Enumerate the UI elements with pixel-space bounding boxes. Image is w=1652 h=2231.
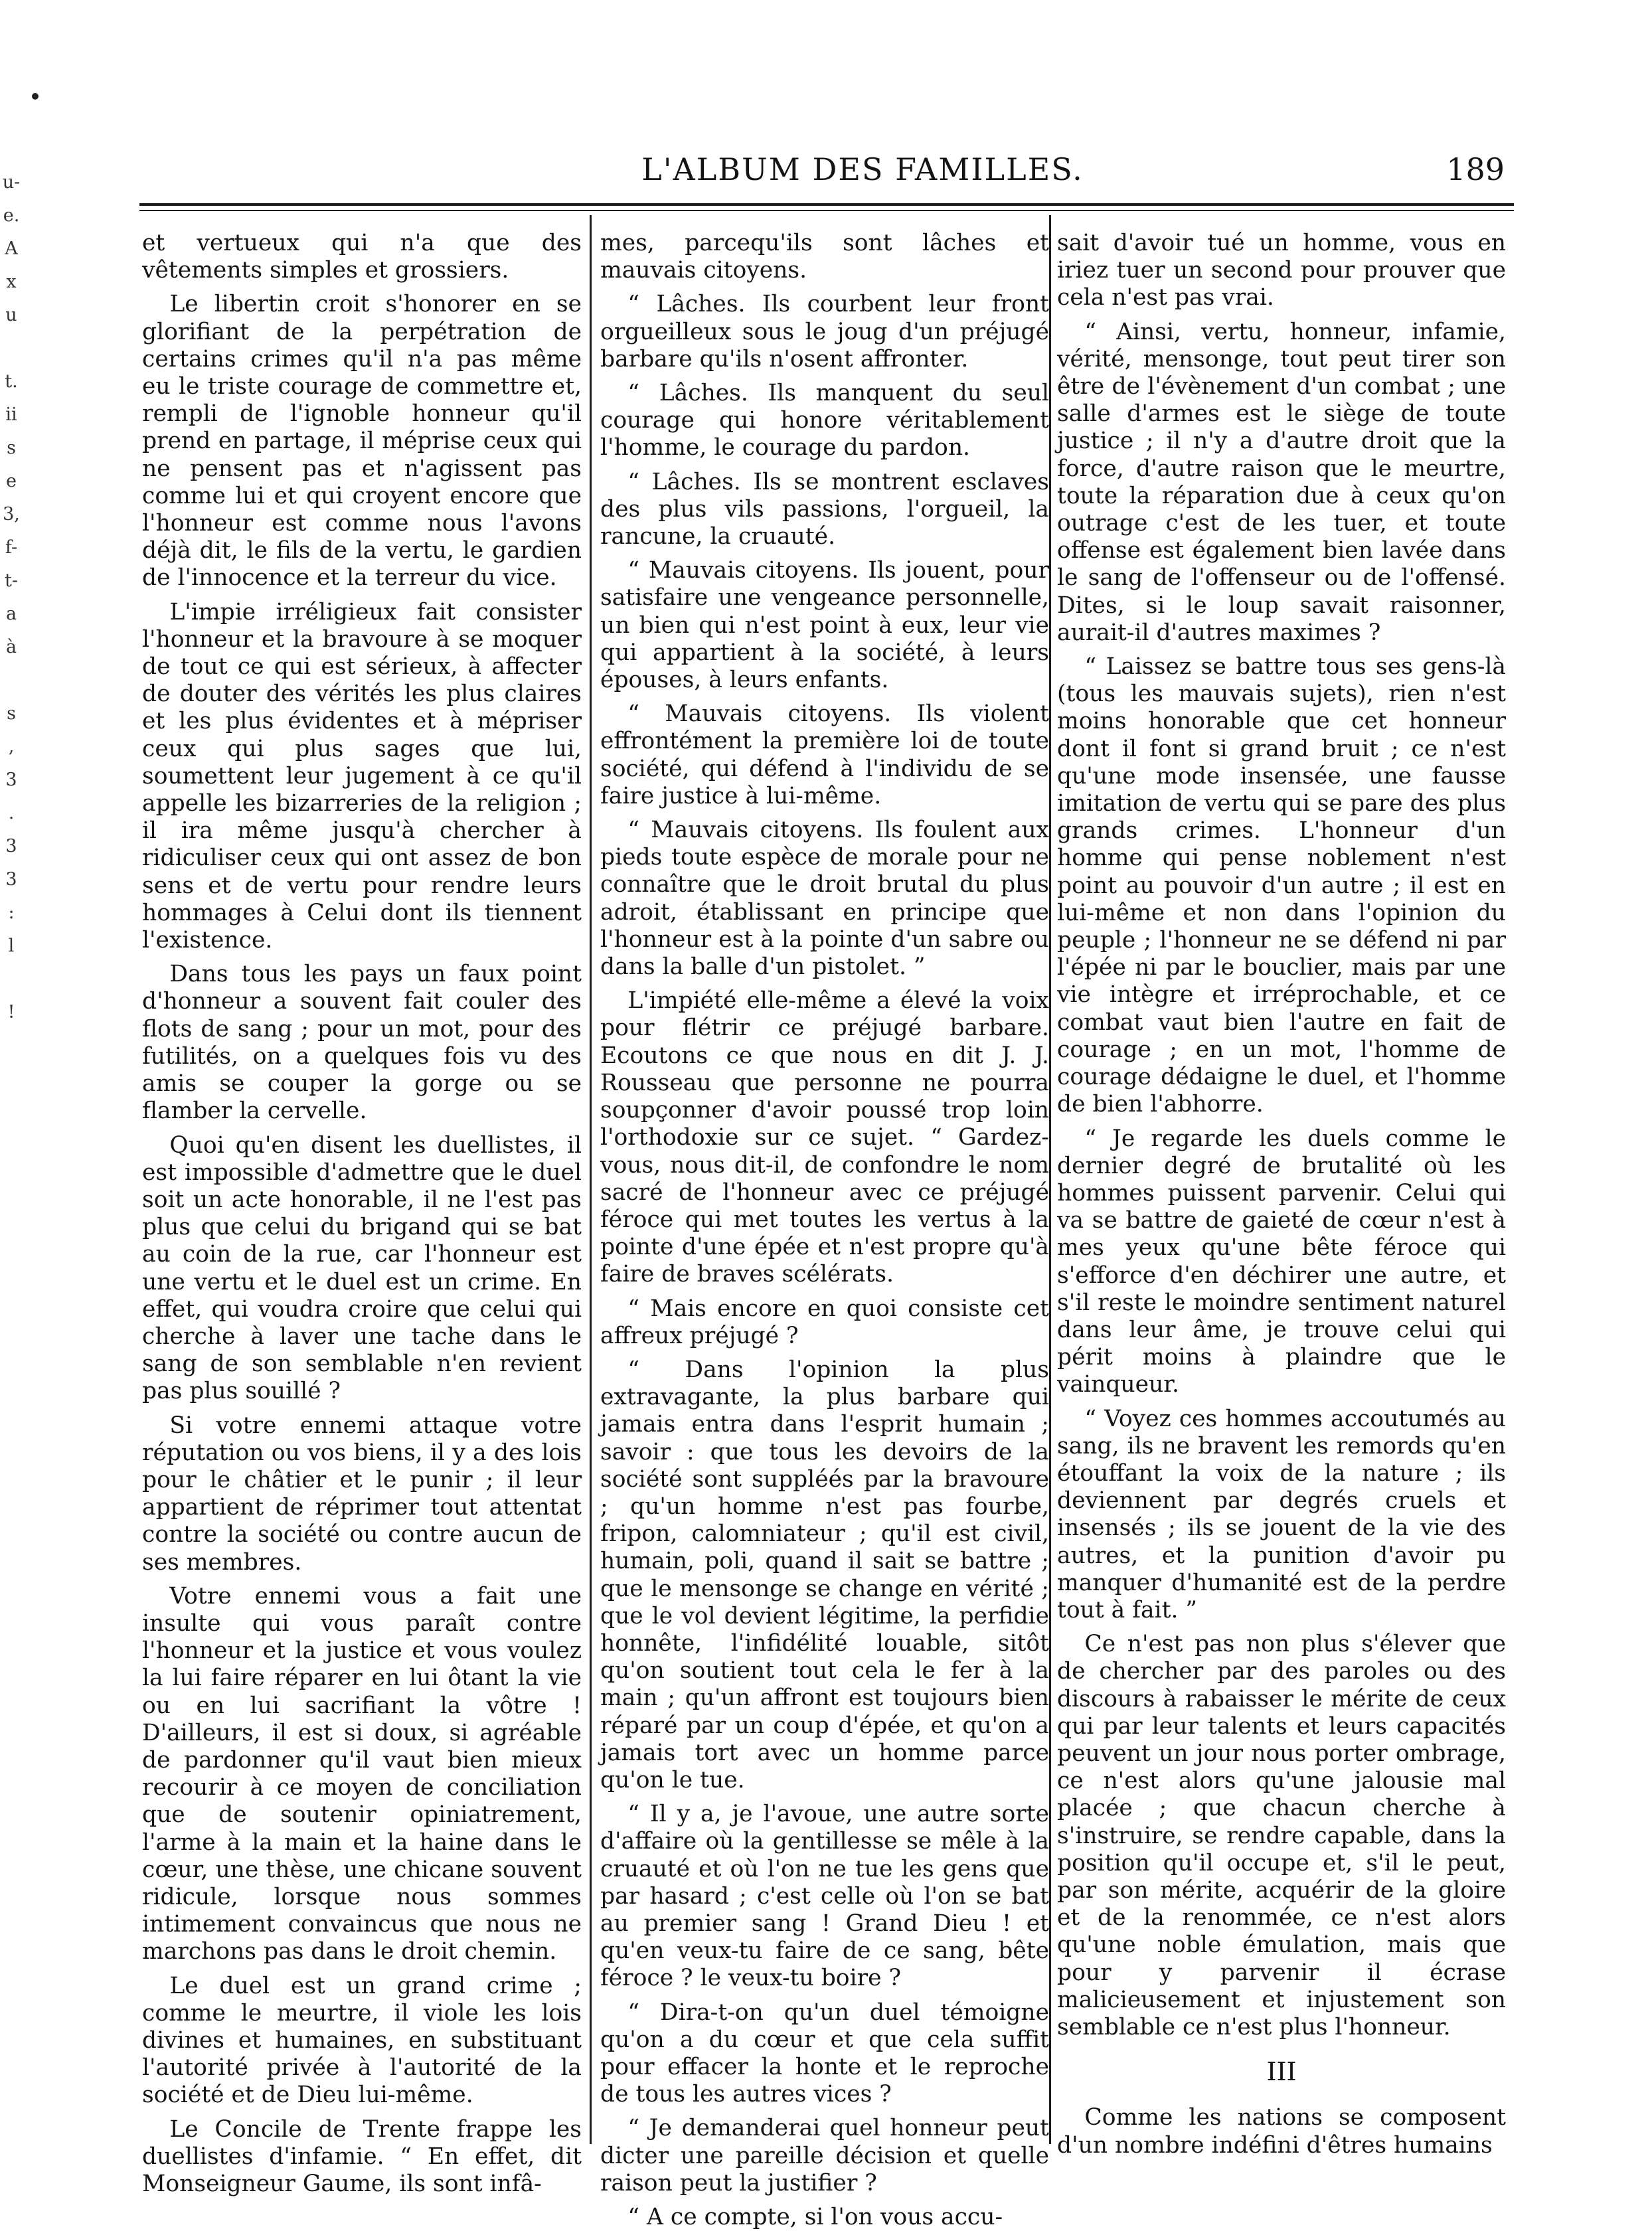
margin-mark: : — [8, 902, 15, 923]
ink-speck — [32, 93, 39, 100]
text-column-3 — [1057, 230, 1506, 2159]
paragraph: Quoi qu'en disent les duellistes, il est impossible d'admettre que le duel soit un acte honorable, il ne l'est pas plus que celui du brigand qui se bat au coin de la rue, car l'honneur est une vertu et le duel est un crime. En effet, qui voudra croire que celui qui cherche à laver une tache dans le sang de son semblable n'en revient pas plus souillé ? — [142, 1131, 582, 1405]
paragraph: Ce n'est pas non plus s'élever que de chercher par des paroles ou des discours à rabaisser le mérite de ceux qui par leur talents et leurs capacités peuvent un jour nous porter ombrage, ce n'est alors qu'une jalousie mal placée ; que chacun cherche à s'instruire, se rendre capable, dans la position qu'il occupe et, s'il le peut, par son mérite, acquérir de la gloire et de la renommée, ce n'est alors qu'une noble émulation, mais que pour y parvenir il écrase malicieusement et injustement son semblable ce n'est plus l'honneur. — [1057, 1631, 1506, 2040]
margin-mark: s — [7, 438, 16, 458]
text-column-2 — [600, 230, 1049, 2231]
paragraph: Comme les nations se composent d'un nombre indéfini d'êtres humains — [1057, 2104, 1506, 2159]
paragraph: sait d'avoir tué un homme, vous en iriez tuer un second pour prouver que cela n'est pas vrai. — [1057, 230, 1506, 311]
margin-mark: 3 — [5, 836, 17, 857]
margin-mark: à — [5, 637, 17, 657]
paragraph: L'impie irréligieux fait consister l'honneur et la bravoure à se moquer de tout ce qui est sérieux, à affecter de douter des vérités les plus claires et les plus évidentes et à mépriser ceux qui plus sages que lui, soumettent leur jugement à ce qu'il appelle les bizarreries de la religion ; il ira même jusqu'à chercher à ridiculiser ceux qui ont assez de bon sens et de vertu pour rendre leurs hommages à Celui dont ils tiennent l'existence. — [142, 598, 582, 954]
paragraph: Si votre ennemi attaque votre réputation ou vos biens, il y a des lois pour le châtier et le punir ; il leur appartient de réprimer tout attentat contre la société ou contre aucun de ses membres. — [142, 1412, 582, 1576]
header-rule-thin — [139, 210, 1514, 211]
paragraph: Dans tous les pays un faux point d'honneur a souvent fait couler des flots de sang ; pour un mot, pour des futilités, on a quelques fois vu des amis se couper la gorge ou se flamber la cervelle. — [142, 961, 582, 1125]
paragraph: “ Mauvais citoyens. Ils violent effrontément la première loi de toute société, qui défend à l'individu de se faire justice à lui-même. — [600, 701, 1049, 809]
paragraph: “ Lâches. Ils manquent du seul courage qui honore véritablement l'homme, le courage du pardon. — [600, 380, 1049, 461]
paragraph: “ A ce compte, si l'on vous accu- — [627, 2204, 1003, 2231]
paragraph: “ Dira-t-on qu'un duel témoigne qu'on a du cœur et que cela suffit pour effacer la honte et le reproche de tous les autres vices ? — [600, 1999, 1049, 2108]
margin-mark — [1, 332, 21, 365]
margin-bleedthrough-marks — [1, 166, 21, 1029]
section-heading: III — [1266, 2057, 1297, 2087]
margin-mark: ii — [5, 404, 17, 425]
margin-mark: A — [5, 238, 18, 259]
paragraph: et vertueux qui n'a que des vêtements simples et grossiers. — [142, 230, 582, 284]
column-separator-2 — [1049, 215, 1051, 2144]
paragraph: L'impiété elle-même a élevé la voix pour flétrir ce préjugé barbare. Ecoutons ce que nous en dit J. J. Rousseau que personne ne pourra soupçonner d'avoir poussé trop loin l'orthodoxie sur ce sujet. “ Gardez-vous, nous dit-il, de confondre le nom sacré de l'honneur avec ce préjugé féroce qui met toutes les vertus à la pointe d'une épée et n'est propre qu'à faire de braves scélérats. — [600, 987, 1049, 1288]
margin-mark: , — [8, 736, 15, 757]
margin-mark: l — [8, 936, 15, 956]
margin-mark: 3 — [5, 770, 17, 790]
paragraph: “ Lâches. Ils se montrent esclaves des plus vils passions, l'orgueil, la rancune, la cruauté. — [600, 468, 1049, 550]
paragraph: “ Lâches. Ils courbent leur front orgueilleux sous le joug d'un préjugé barbare qu'ils n'osent affronter. — [600, 291, 1049, 372]
margin-mark: a — [5, 604, 17, 624]
paragraph: “ Ainsi, vertu, honneur, infamie, vérité, mensonge, tout peut tirer son être de l'évènement d'un combat ; une salle d'armes est le siège de toute justice ; il n'y a d'autre droit que la force, d'autre raison que le meurtre, toute la réparation due à ceux qu'on outrage c'est de les tuer, et toute offense est également bien lavée dans le sang de l'offenseur ou de l'offensé. Dites, si le loup savait raisonner, aurait-il d'autres maximes ? — [1057, 318, 1506, 646]
margin-mark: s — [7, 703, 16, 724]
text-column-1 — [142, 230, 582, 2198]
column-separator-1 — [590, 215, 592, 2144]
paragraph: “ Il y a, je l'avoue, une autre sorte d'affaire où la gentillesse se mêle à la cruauté et où l'on ne tue les gens que par hasard ; c'est celle où l'on se bat au premier sang ! Grand Dieu ! et qu'en veux-tu faire de ce sang, bête féroce ? le veux-tu boire ? — [600, 1801, 1049, 1992]
paragraph: “ Mauvais citoyens. Ils jouent, pour satisfaire une vengeance personnelle, un bien qui n'est point à eux, leur vie qui appartient à la société, à leurs épouses, à leurs enfants. — [600, 557, 1049, 694]
margin-mark — [1, 664, 21, 697]
paragraph: Le Concile de Trente frappe les duellistes d'infamie. “ En effet, dit Monseigneur Gaume, ils sont infâ- — [142, 2115, 582, 2198]
running-title: L'ALBUM DES FAMILLES. — [641, 151, 1084, 187]
paragraph: mes, parcequ'ils sont lâches et mauvais citoyens. — [600, 230, 1049, 284]
paragraph: Votre ennemi vous a fait une insulte qui vous paraît contre l'honneur et la justice et vous voulez la lui faire réparer en lui ôtant la vie ou en lui sacrifiant la vôtre ! D'ailleurs, il est si doux, si agréable de pardonner qu'il vaut bien mieux recourir à ce moyen de conciliation que de soutenir opiniatrement, l'arme à la main et la haine dans le cœur, une thèse, une chicane souvent ridicule, lorsque nous sommes intimement convaincus que nous ne marchons pas dans le droit chemin. — [142, 1582, 582, 1965]
paragraph: “ Je regarde les duels comme le dernier degré de brutalité où les hommes puissent parvenir. Celui qui va se battre de gaieté de cœur n'est à mes yeux qu'une bête féroce qui s'efforce d'en déchirer une autre, et s'il reste le moindre sentiment naturel dans leur âme, je trouve celui qui périt moins à plaindre que le vainqueur. — [1057, 1125, 1506, 1398]
margin-mark: . — [8, 803, 15, 823]
margin-mark: f- — [5, 537, 18, 558]
paragraph: “ Je demanderai quel honneur peut dicter une pareille décision et quelle raison peut la justifier ? — [600, 2115, 1049, 2196]
paragraph: “ Voyez ces hommes accoutumés au sang, ils ne bravent les remords qu'en étouffant la voix de la nature ; ils deviennent par degrés cruels et insensés ; ils se jouent de la vie des autres, et la punition d'avoir pu manquer d'humanité est de la perdre tout à fait. ” — [1057, 1405, 1506, 1623]
margin-mark — [1, 963, 21, 996]
paragraph: Le duel est un grand crime ; comme le meurtre, il viole les lois divines et humaines, en substituant l'autorité privée à l'autorité de la société et de Dieu lui-même. — [142, 1972, 582, 2109]
paragraph: “ Mauvais citoyens. Ils foulent aux pieds toute espèce de morale pour ne connaître que le droit brutal du plus adroit, établissant en principe que l'honneur est à la pointe d'un sabre ou dans la balle d'un pistolet. ” — [600, 817, 1049, 981]
margin-mark: e — [6, 471, 17, 491]
paragraph: “ Dans l'opinion la plus extravagante, la plus barbare qui jamais entra dans l'esprit humain ; savoir : que tous les devoirs de la société sont suppléés par la bravoure ; qu'un homme n'est pas fourbe, fripon, calomniateur ; qu'il est civil, humain, poli, quand il sait se battre ; que le mensonge se change en vérité ; que le vol devient légitime, la perfidie honnête, l'infidélité louable, sitôt qu'on soutient tout cela le fer à la main ; qu'un affront est toujours bien réparé par un coup d'épée, et qu'on a jamais tort avec un homme parce qu'on le tue. — [600, 1356, 1049, 1793]
paragraph: “ Mais encore en quoi consiste cet affreux préjugé ? — [600, 1295, 1049, 1349]
margin-mark: x — [6, 272, 17, 292]
header-rule-thick — [139, 203, 1514, 206]
margin-mark: t. — [5, 371, 18, 392]
page-number: 189 — [1446, 151, 1505, 187]
margin-mark: 3 — [5, 869, 17, 890]
margin-mark: e. — [3, 205, 20, 226]
margin-mark: u — [5, 305, 17, 325]
paragraph: “ Laissez se battre tous ses gens-là (tous les mauvais sujets), rien n'est moins honorable que cet honneur dont il font si grand bruit ; ce n'est qu'une mode insensée, une fausse imitation de vertu qui se pare des plus grands crimes. L'honneur d'un homme qui pense noblement n'est point au pouvoir d'un autre ; il est en lui-même et non dans l'opinion du peuple ; l'honneur ne se défend ni par l'épée ni par le bouclier, mais par une vie intègre et irréprochable, et ce combat vaut bien l'autre en fait de courage ; en un mot, l'homme de courage dédaigne le duel, et l'homme de bien l'abhorre. — [1057, 653, 1506, 1118]
margin-mark: ! — [7, 1002, 15, 1023]
margin-mark: 3, — [3, 504, 20, 525]
paragraph: Le libertin croit s'honorer en se glorifiant de la perpétration de certains crimes qu'il n'a pas même eu le triste courage de commettre et, rempli de l'ignoble honneur qu'il prend en partage, il méprise ceux qui ne pensent pas et n'agissent pas comme lui et qui croyent encore que l'honneur est comme nous l'avons déjà dit, le fils de la vertu, le gardien de l'innocence et la terreur du vice. — [142, 291, 582, 592]
margin-mark: t- — [5, 570, 18, 591]
running-header — [0, 151, 1652, 191]
margin-mark: u- — [2, 172, 21, 193]
